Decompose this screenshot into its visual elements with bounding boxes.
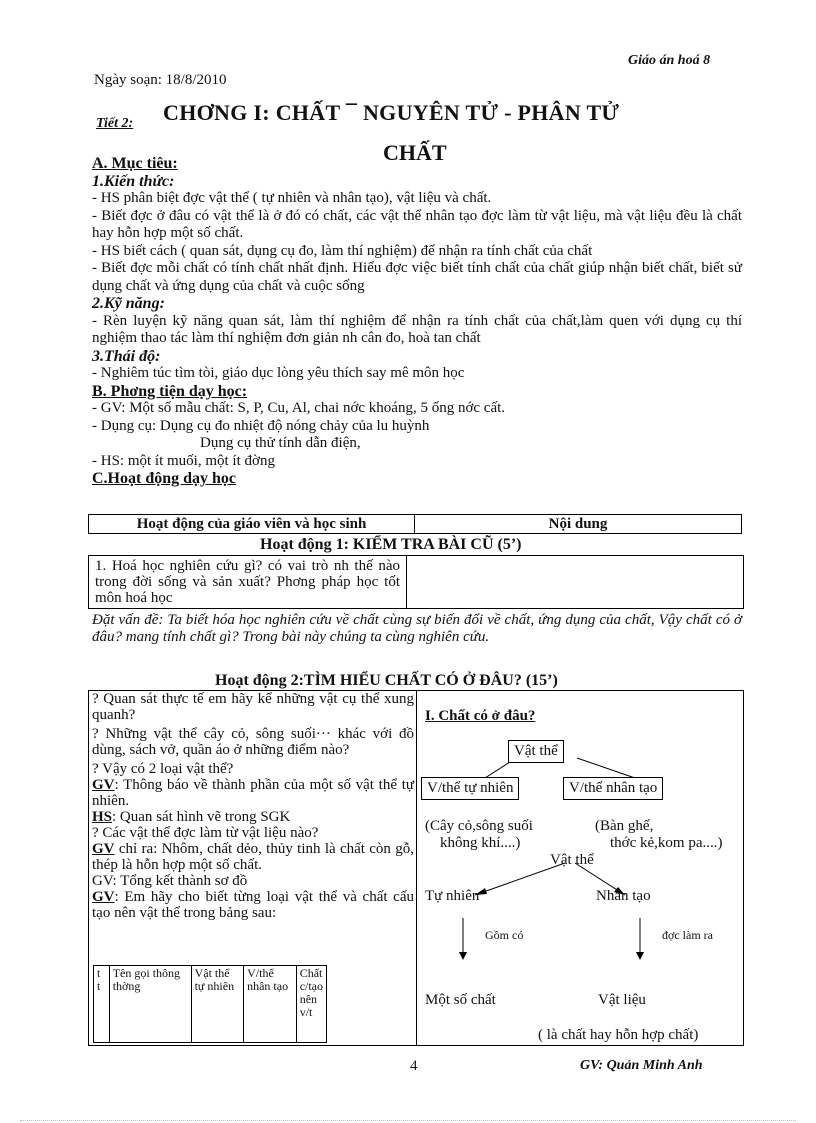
knowledge-heading: 1.Kiến thức: [92, 172, 175, 190]
col-natural-object: Vật thể tự nhiên [191, 966, 244, 1043]
objectives-section [92, 155, 742, 488]
knowledge-item: - HS phân biệt đợc vật thể ( tự nhiên và nhân tạo), vật liệu và chất. [92, 190, 492, 206]
example-artificial: (Bàn ghế, [595, 818, 654, 834]
question: ? Các vật thể đợc làm từ vật liệu nào? [92, 825, 319, 841]
lesson-title: CHẤT [383, 140, 447, 165]
col-common-name: Tên gọi thông thờng [109, 966, 191, 1043]
label-consists-of: Gồm có [485, 928, 524, 942]
classification-table [93, 965, 327, 1043]
question: ? Vậy có 2 loại vật thể? [92, 761, 234, 777]
section-i-heading: I. Chất có ở đâu? [425, 708, 536, 724]
gv-statement: : Thông báo về thành phần của một số vật thể tự nhiên. [92, 777, 414, 809]
hs-statement: : Quan sát hình vẽ trong SGK [112, 809, 291, 825]
example-natural-2: không khí....) [440, 835, 521, 851]
note-materials: ( là chất hay hỗn hợp chất) [538, 1027, 699, 1043]
knowledge-item: - Biết đợc mỗi chất có tính chất nhất định. Hiểu đợc việc biết tính chất của chất giúp nhận biết chất, biết sử dụng chất và ứng dụng của chất và cuộc sống [92, 260, 742, 294]
attitude-text: - Nghiêm túc tìm tòi, giáo dục lòng yêu thích say mê môn học [92, 365, 465, 381]
skills-heading: 2.Kỹ năng: [92, 295, 165, 312]
knowledge-item: - HS biết cách ( quan sát, dụng cụ đo, làm thí nghiệm) để nhận ra tính chất của chất [92, 242, 593, 259]
activity-1-title: Hoạt động 1: KIỂM TRA BÀI CŨ (5’) [260, 536, 522, 553]
activity-2-left [92, 691, 414, 921]
col-substance: Chất c/tạo nên v/t [296, 966, 326, 1043]
gv-materials: - GV: Một số mẫu chất: S, P, Cu, Al, chai nớc khoáng, 5 ống nớc cất. [92, 400, 506, 416]
hs-tag: HS [92, 809, 113, 825]
hs-materials: - HS: một ít muối, một ít đờng [92, 452, 275, 469]
activity-2-title: Hoạt động 2:TÌM HIỂU CHẤT CÓ Ở ĐÂU? (15’) [215, 672, 558, 689]
box-artificial-object: V/thể nhân tạo [563, 777, 663, 800]
author: GV: Quản Minh Anh [580, 1058, 703, 1073]
col-artificial-object: V/thể nhân tạo [244, 966, 297, 1043]
page-edge [20, 1120, 796, 1121]
label-natural: Tự nhiên [425, 888, 480, 904]
question: ? Quan sát thực tế em hãy kể những vật cụ thể xung quanh? [92, 691, 414, 723]
box-object: Vật thể [508, 740, 564, 763]
activity-1-question: 1. Hoá học nghiên cứu gì? có vai trò nh thế nào trong đời sống và sản xuất? Phơng pháp học tốt môn hoá học [89, 556, 407, 608]
label-artificial: Nhân tạo [596, 888, 651, 904]
tools-line: - Dụng cụ: Dụng cụ đo nhiệt độ nóng chảy của lu huỳnh [92, 417, 430, 434]
problem-statement: Đặt vấn đề: Ta biết hóa học nghiên cứu về chất cùng sự biến đổi về chất, ứng dụng của chất, Vậy chất có ở đâu? mang tính chất gì? Trong bài này chúng ta cùng nghiên cứu. [92, 612, 742, 645]
section-c-heading: C.Hoạt động dạy học [92, 470, 237, 487]
skills-text: - Rèn luyện kỹ năng quan sát, làm thí nghiệm để nhận ra tính chất của chất,làm quen với dụng cụ thí nghiệm thao tác làm thí nghiệm đơn giản nh cân đo, hoà tan chất [92, 312, 742, 346]
chapter-title: CHƠNG I: CHẤT ¯ NGUYÊN TỬ - PHÂN TỬ [163, 100, 620, 125]
example-artificial-2: thớc kẻ,kom pa....) [610, 835, 723, 851]
col-stt: t t [94, 966, 110, 1043]
knowledge-item: - Biết đợc ở đâu có vật thể là ở đó có chất, các vật thể nhân tạo đợc làm từ vật liệu, mà vật liệu đều là chất hay hỗn hợp một số chất. [92, 207, 742, 241]
gv-tag: GV [92, 777, 115, 793]
col-content: Nội dung [415, 515, 742, 534]
tools-line-2: Dụng cụ thử tính dẫn điện, [200, 435, 361, 451]
question: ? Những vật thể cây cỏ, sông suối··· khác với đồ dùng, sách vở, quần áo ở những điểm nào? [92, 726, 414, 758]
gv-summary: GV: Tổng kết thành sơ đồ [92, 873, 248, 889]
gv-tag: GV [92, 841, 115, 857]
label-materials: Vật liệu [598, 992, 646, 1008]
example-natural: (Cây cỏ,sông suối [425, 818, 533, 834]
document-header-title: Giáo án hoá 8 [628, 53, 711, 68]
box-natural-object: V/thể tự nhiên [421, 777, 519, 800]
activity-table-header [88, 514, 742, 534]
activity-1-box [88, 555, 744, 609]
gv-statement: : Em hãy cho biết từng loại vật thể và chất cấu tạo nên vật thể trong bảng sau: [92, 889, 414, 921]
gv-tag: GV [92, 889, 115, 905]
lesson-number: Tiết 2: [96, 116, 134, 131]
prep-date: Ngày soạn: 18/8/2010 [94, 72, 227, 88]
col-teacher-student: Hoạt động của giáo viên và học sinh [89, 515, 415, 534]
label-substances: Một số chất [425, 992, 496, 1008]
gv-statement: chỉ ra: Nhôm, chất dẻo, thủy tinh là chất còn gỗ, thép là hỗn hợp một số chất. [92, 841, 414, 873]
label-object: Vật thể [550, 852, 594, 868]
attitude-heading: 3.Thái độ: [92, 347, 161, 365]
label-made-from: đợc làm ra [662, 928, 713, 942]
page-number: 4 [410, 1058, 418, 1074]
section-a-heading: A. Mục tiêu: [92, 155, 178, 172]
section-b-heading: B. Phơng tiện dạy học: [92, 382, 248, 400]
